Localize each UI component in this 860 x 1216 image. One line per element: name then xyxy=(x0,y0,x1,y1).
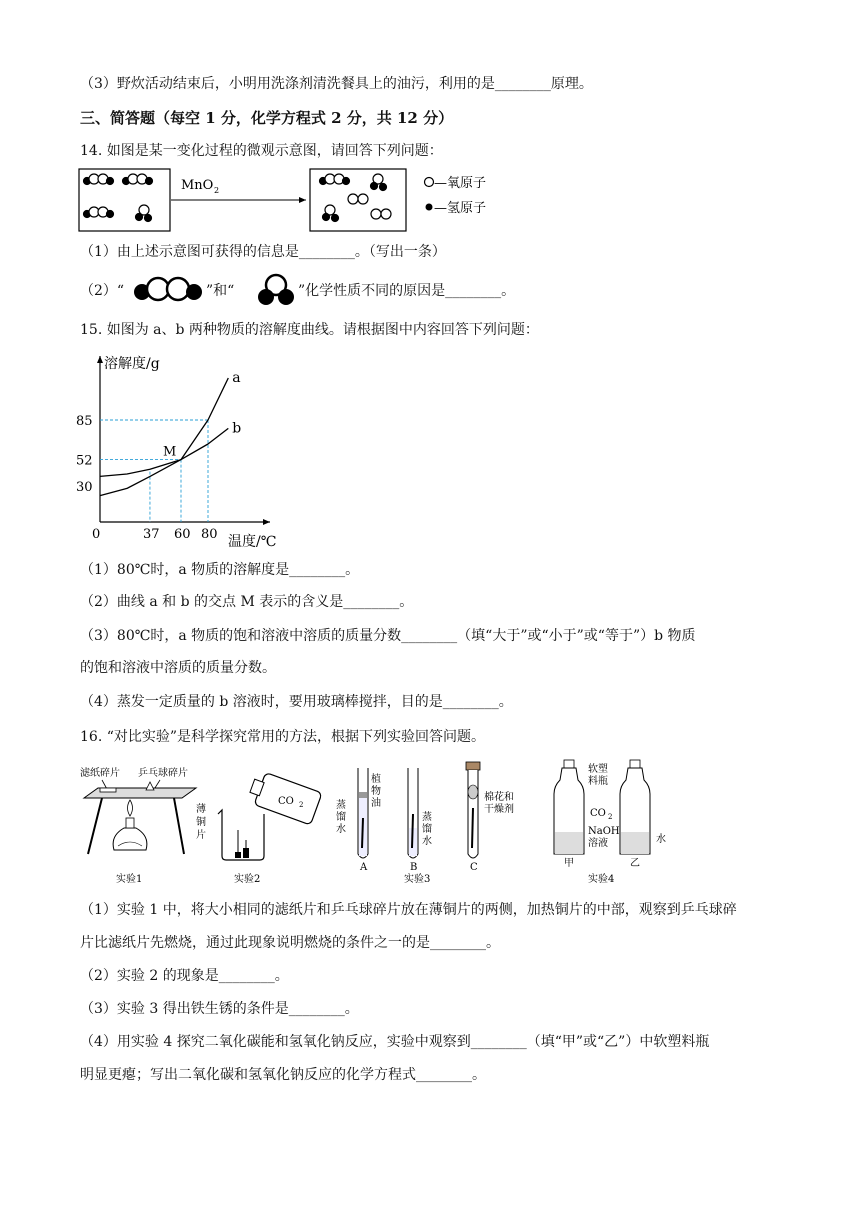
label-exp1: 实验1 xyxy=(116,874,143,885)
label-exp4: 实验4 xyxy=(588,874,615,885)
catalyst-label: MnO xyxy=(181,178,214,193)
hydrogen-legend-icon xyxy=(426,204,433,211)
q16-part2: （2）实验 2 的现象是________。 xyxy=(80,968,289,984)
q15-part3a: （3）80℃时，a 物质的饱和溶液中溶质的质量分数________（填“大于”或“小于”或“等于”）b 物质 xyxy=(80,628,696,644)
label-bottle2: 料瓶 xyxy=(588,776,608,787)
q16-part4a: （4）用实验 4 探究二氧化碳能和氢氧化钠反应，实验中观察到________（填“甲”或“乙”）中软塑料瓶 xyxy=(80,1034,710,1050)
q16-part1b: 片比滤纸片先燃烧，通过此现象说明燃烧的条件之一的是________。 xyxy=(80,935,500,951)
h2o-big-icon xyxy=(254,273,298,307)
label-copper1: 薄 xyxy=(196,804,206,815)
y-axis-arrow xyxy=(97,356,103,363)
x-tick-label: 80 xyxy=(201,527,218,542)
q15-part2: （2）曲线 a 和 b 的交点 M 表示的含义是________。 xyxy=(80,594,414,610)
micro-diagram xyxy=(78,166,487,236)
x-axis-arrow xyxy=(263,519,270,525)
label-tube-b: B xyxy=(410,862,418,873)
section-title: 三、简答题（每空 1 分，化学方程式 2 分，共 12 分） xyxy=(80,109,454,127)
x-tick-label: 37 xyxy=(142,527,160,542)
experiment-1 xyxy=(80,766,206,885)
y-tick-label: 30 xyxy=(76,480,93,495)
legend-oxygen: —氧原子 xyxy=(434,176,487,191)
h2o-molecule xyxy=(136,205,152,222)
oxygen-legend-icon xyxy=(425,178,434,187)
q13-part3: （3）野炊活动结束后，小明用洗涤剂清洗餐具上的油污，利用的是________原理。 xyxy=(80,76,593,92)
label-water-a1: 蒸 xyxy=(336,800,346,811)
label-vegoil3: 油 xyxy=(371,798,381,809)
label-water-b2: 馏 xyxy=(422,824,432,835)
label-water-a2: 馏 xyxy=(336,812,346,823)
label-naoh1: NaOH xyxy=(588,826,620,837)
label-jia: 甲 xyxy=(564,858,574,869)
label-co2-4: CO xyxy=(590,808,606,819)
q16-part1a: （1）实验 1 中，将大小相同的滤纸片和乒乓球碎片放在薄铜片的两侧，加热铜片的中部，观察到乒乓球碎 xyxy=(80,902,737,918)
catalyst-sub: 2 xyxy=(214,186,220,195)
q16-part3: （3）实验 3 得出铁生锈的条件是________。 xyxy=(80,1001,359,1017)
label-copper2: 铜 xyxy=(196,817,206,828)
experiment-2 xyxy=(218,770,322,885)
label-water-b3: 水 xyxy=(422,836,432,847)
q16-part4b: 明显更瘪；写出二氧化碳和氢氧化钠反应的化学方程式________。 xyxy=(80,1067,486,1083)
label-co2-4-sub: 2 xyxy=(608,813,613,821)
label-filter-paper: 滤纸碎片 xyxy=(80,768,120,779)
label-co2-sub: 2 xyxy=(299,801,304,809)
q14-part2-a: （2）“ xyxy=(80,283,125,299)
label-yi: 乙 xyxy=(630,858,640,869)
y-axis-label: 溶解度/g xyxy=(104,356,160,372)
q14-part2-c: ”化学性质不同的原因是________。 xyxy=(298,283,516,299)
label-copper3: 片 xyxy=(196,830,206,841)
curve-a xyxy=(100,378,228,496)
label-tube-a: A xyxy=(360,862,368,873)
q14-part1: （1）由上述示意图可获得的信息是________。（写出一条） xyxy=(80,244,446,260)
q15-part4: （4）蒸发一定质量的 b 溶液时，要用玻璃棒搅拌，目的是________。 xyxy=(80,694,513,710)
series-label-a: a xyxy=(232,370,241,386)
q15-part1: （1）80℃时，a 物质的溶解度是________。 xyxy=(80,562,360,578)
label-vegoil2: 物 xyxy=(371,786,381,797)
label-pingpong: 乒乓球碎片 xyxy=(138,768,188,779)
h2o2-big-icon xyxy=(130,274,206,306)
y-tick-label: 52 xyxy=(76,453,93,469)
x-axis-label: 温度/℃ xyxy=(228,534,277,550)
label-water-4: 水 xyxy=(656,834,666,845)
label-bottle1: 软塑 xyxy=(588,764,608,775)
label-tube-c: C xyxy=(470,862,478,873)
q15-part3b: 的饱和溶液中溶质的质量分数。 xyxy=(80,660,276,676)
legend-hydrogen: —氢原子 xyxy=(434,201,487,216)
label-cotton1: 棉花和 xyxy=(484,792,514,803)
q16-stem: 16. “对比实验”是科学探究常用的方法，根据下列实验回答问题。 xyxy=(80,729,486,745)
label-exp3: 实验3 xyxy=(404,874,431,885)
label-vegoil1: 植 xyxy=(371,774,381,785)
q14-stem: 14. 如图是某一变化过程的微观示意图，请回答下列问题： xyxy=(80,143,443,159)
product-molecules xyxy=(320,174,392,222)
y-tick-label: 85 xyxy=(76,414,93,429)
x-tick-label: 60 xyxy=(174,527,191,542)
label-water-b1: 蒸 xyxy=(422,812,432,823)
series-label-b: b xyxy=(232,420,242,437)
label-cotton2: 干燥剂 xyxy=(484,804,514,815)
label-naoh2: 溶液 xyxy=(588,838,608,849)
q15-stem: 15. 如图为 a、b 两种物质的溶解度曲线。请根据图中内容回答下列问题： xyxy=(80,322,539,338)
point-m-label: M xyxy=(163,444,177,460)
label-co2: CO xyxy=(278,796,294,807)
label-water-a3: 水 xyxy=(336,824,346,835)
solubility-chart xyxy=(74,350,304,555)
experiments-figure xyxy=(78,758,708,888)
label-exp2: 实验2 xyxy=(234,874,261,885)
experiment-3 xyxy=(336,762,514,885)
x-tick-label: 0 xyxy=(92,527,101,542)
q14-part2-b: ”和“ xyxy=(206,283,235,299)
experiment-4 xyxy=(554,760,666,885)
